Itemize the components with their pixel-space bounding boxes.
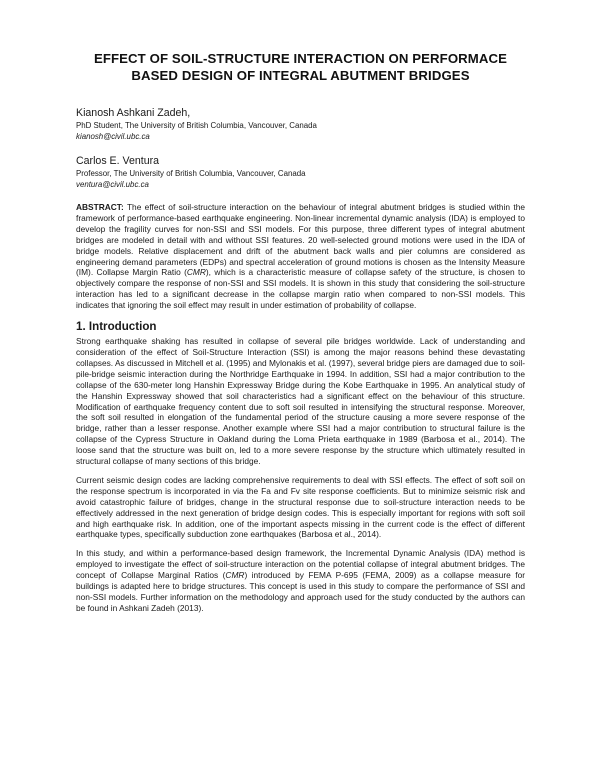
author-1 <box>76 106 525 142</box>
intro-paragraph-2: Current seismic design codes are lacking comprehensive requirements to deal with SSI effects. The effect of soft soil on the response spectrum is incorporated in via the Fa and Fv site response coefficients. But to minimize seismic risk and avoid catastrophic failure of bridges, change in the structural response due to soil-structure interaction needs to be effectively addressed in the next generation of bridge design codes. This is especially important for regions with soft soil and high earthquake risk. In addition, one of the important aspects missing in the current code is the effect of different earthquake types, specifically subduction zone earthquakes (Barbosa et al., 2014). <box>76 474 525 540</box>
title-line-2: BASED DESIGN OF INTEGRAL ABUTMENT BRIDGES <box>131 68 470 83</box>
paper-title <box>76 50 525 84</box>
abstract-cmr: CMR <box>186 267 206 278</box>
author-email: ventura@civil.ubc.ca <box>76 180 149 189</box>
author-2 <box>76 154 525 190</box>
abstract-text-part-1: The effect of soil-structure interaction on the behaviour of integral abutment bridges is studied within the framework of performance-based earthquake engineering. Non-linear incremental dynamic analysis (IDA) is employed to develop the fragility curves for non-SSI and SSI models. For this purpose, three different types of integral abutment bridges are modeled in detail with and without SSI features. 20 well-selected ground motions were used in the IDA of bridge models. Relative displacement and drift of the abutment back walls and pier columns are considered as engineering demand parameters (EDPs) and spectral acceleration of ground motions is chosen as the Intensity Measure (IM). Collapse Margin Ratio ( <box>76 202 525 278</box>
intro-paragraph-1: Strong earthquake shaking has resulted in collapse of several pile bridges worldwide. Lack of understanding and consideration of the effect of Soil-Structure Interaction (SSI) is among the major reasons behind these devastating collapses. As discussed in Mitchell et al. (1995) and Mylonakis et al. (1997), several bridge piers are damaged due to soil-pile-bridge seismic interaction during the Northridge Earthquake in 1994. In addition, SSI had a major contribution to the collapse of the 630-meter long Hanshin Expressway Bridge during the Kobe Earthquake in 1995. An analytical study of the Hanshin Expressway showed that soil characteristics had a significant effect on the behaviour of this structure. Modification of earthquake frequency content due to soft soil resulted in intensifying the structural response. Moreover, the soft soil resulted in elongation of the fundamental period of the structure causing a more severe response of the bridge, rather than a lesser response. Another example where SSI had a major contribution to structural failure is the collapse of the Cypress Structure in Oakland during the Loma Prieta earthquake in 1989 (Barbosa et al., 2014). The loose sand that the structure was built on, led to a more severe response by the structure which ultimately resulted in structural collapse of many sections of this bridge. <box>76 336 525 467</box>
abstract-text-part-2: ), which is a characteristic measure of collapse safety of the structure, is chosen to objectively compare the response of non-SSI and SSI models. It is shown in this study that considering the soil-structure interaction has led to a significant decrease in the collapse margin ratio when compared to non-SSI models. This indicates that ignoring the soil effect may result in under estimation of probability of collapse. <box>76 267 525 311</box>
intro-cmr: CMR <box>225 570 245 581</box>
intro-paragraph-3 <box>76 548 525 613</box>
author-affiliation: Professor, The University of British Columbia, Vancouver, Canada <box>76 169 306 178</box>
author-block <box>76 106 525 190</box>
intro-paragraph-3-part-1: In this study, and within a performance-based design framework, the Incremental Dynamic Analysis (IDA) method is employed to investigate the effect of soil-structure interaction on the potential collapse of integral abutment bridges. The concept of Collapse Marginal Ratios ( <box>76 548 525 581</box>
author-affiliation: PhD Student, The University of British Columbia, Vancouver, Canada <box>76 121 317 130</box>
intro-paragraph-3-part-2: ) introduced by FEMA P-695 (FEMA, 2009) as a collapse measure for buildings is adapted here to bridge structures. This concept is used in this study to compare the performance of SSI and non-SSI models. Further information on the methodology and approach used for the study conducted by the authors can be found in Ashkani Zadeh (2013). <box>76 570 525 613</box>
title-line-1: EFFECT OF SOIL-STRUCTURE INTERACTION ON PERFORMACE <box>93 51 508 66</box>
author-name: Carlos E. Ventura <box>76 155 160 167</box>
author-email: kianosh@civil.ubc.ca <box>76 132 150 141</box>
abstract <box>76 202 525 311</box>
section-heading-introduction: 1. Introduction <box>76 320 157 334</box>
abstract-label: ABSTRACT: <box>76 202 124 212</box>
author-name: Kianosh Ashkani Zadeh, <box>76 107 191 119</box>
